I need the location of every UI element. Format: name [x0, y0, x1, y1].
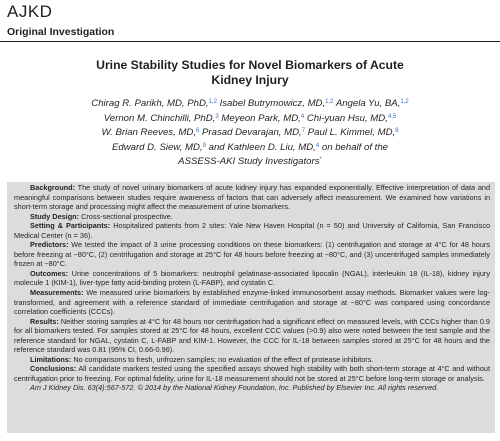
affiliation-marker[interactable]: 4 [315, 142, 320, 149]
abstract-label: Results: [30, 316, 59, 326]
author-name: Prasad Devarajan, MD, [202, 127, 302, 139]
affiliation-marker[interactable]: 4,5 [387, 113, 397, 120]
abstract-label: Measurements: [30, 288, 84, 298]
author-line [55, 96, 445, 111]
abstract-label: Study Design: [30, 211, 80, 221]
author-name: Meyeon Park, MD, [221, 112, 301, 124]
author-line [55, 140, 445, 155]
abstract-text: No comparisons to fresh, unfrozen samples; no evaluation of the effect of protease inhibitors. [73, 354, 374, 364]
author-name: on behalf of the [321, 141, 389, 153]
affiliation-marker[interactable]: 9 [202, 142, 206, 149]
abstract-label: Conclusions: [30, 364, 77, 374]
abstract-limitations [14, 355, 490, 365]
affiliation-marker[interactable]: 4 [300, 113, 305, 120]
author-name: Chi-yuan Hsu, MD, [306, 112, 388, 124]
affiliation-marker[interactable]: 1,2 [400, 99, 409, 105]
article-title [60, 58, 440, 88]
author-line [55, 125, 445, 140]
abstract [14, 183, 490, 393]
abstract-text: Hospitalized patients from 2 sites: Yale New Haven Hospital (n = 50) and University of California, San Francisco Medical Center (n = 36). [14, 221, 491, 240]
affiliation-marker[interactable]: 8 [395, 128, 399, 135]
author-line [55, 111, 445, 126]
abstract-background [14, 183, 490, 212]
article-title-line: Urine Stability Studies for Novel Biomarkers of Acute [96, 58, 404, 72]
header-divider [0, 41, 500, 42]
abstract-conclusions [14, 364, 490, 383]
affiliation-marker[interactable]: 1,2 [208, 99, 217, 105]
abstract-setting [14, 221, 490, 240]
abstract-text: Neither storing samples at 4°C for 48 hours nor centrifugation had a significant effect on measured levels, with CCCs higher than 0.9 for all biomarkers tested. For samples stored at 25°C for 48 hours, excellent CCC values (>0.9) also were noted between the test sample and the reference standard for NGAL, cystatin C, L-FABP and KIM-1. However, the CCC for IL-18 between samples stored at 25°C for 48 hours and the reference standard was 0.81 (95% CI, 0.66-0.96). [14, 316, 490, 355]
abstract-text: All candidate markers tested using the specified assays showed high stability with both short-term storage at 4°C and without centrifugation prior to freezing. For optimal fidelity, urine for IL-18 measurement should not be stored at 25°C before long-term storage or analysis. [14, 364, 490, 383]
abstract-label: Setting & Participants: [30, 221, 111, 231]
abstract-text: We tested the impact of 3 urine processing conditions on these biomarkers: (1) centrifugation and storage at 4°C for 48 hours before freezing at −80°C, (2) centrifugation and storage at 25°C for 48 hours before freezing at −80°C, and (3) uncentrifuged samples immediately frozen at −80°C. [14, 240, 490, 269]
affiliation-marker[interactable]: 7 [301, 128, 306, 135]
affiliation-marker[interactable]: 1,2 [325, 99, 334, 105]
author-name: Isabel Butrymowicz, MD, [219, 98, 326, 109]
journal-name: AJKD [7, 2, 53, 21]
abstract-predictors [14, 240, 490, 269]
abstract-text: The study of novel urinary biomarkers of acute kidney injury has expanded exponentially. Effective interpretation of data and meaningful comparisons between studies require awareness of factors that can adversely affect measurement. We examined how variations in short-term storage and processing might affect the measurement of urine biomarkers. [14, 183, 491, 212]
abstract-measurements [14, 288, 490, 317]
abstract-label: Predictors: [30, 240, 69, 250]
affiliation-marker[interactable]: 3 [215, 113, 219, 120]
author-name: Vernon M. Chinchilli, PhD, [103, 112, 216, 124]
abstract-label: Outcomes: [30, 268, 69, 278]
abstract-label: Background: [30, 183, 75, 192]
author-name: Angela Yu, BA, [335, 98, 401, 109]
author-name: Paul L. Kimmel, MD, [307, 127, 396, 139]
author-name: and Kathleen D. Liu, MD, [208, 141, 316, 153]
author-line [55, 154, 445, 169]
abstract-results [14, 317, 490, 355]
author-name: Chirag R. Parikh, MD, PhD, [91, 98, 209, 109]
abstract-text: We measured urine biomarkers by established enzyme-linked immunosorbent assay methods. Biomarker values were log-transformed, and agreement with a reference standard of immediate centrifugation and storage at −80°C was compared using concordance correlation coefficients (CCCs). [14, 288, 490, 317]
author-list [55, 96, 445, 169]
affiliation-marker[interactable]: * [319, 157, 322, 164]
affiliation-marker[interactable]: 6 [196, 128, 200, 135]
article-type-label: Original Investigation [7, 26, 115, 38]
article-title-line: Kidney Injury [211, 73, 289, 87]
abstract-label: Limitations: [30, 354, 72, 364]
abstract-citation: Am J Kidney Dis. 63(4):567-572. © 2014 by the National Kidney Foundation, Inc. Published by Elsevier Inc. All rights reserved. [30, 383, 439, 393]
author-name: Edward D. Siew, MD, [111, 141, 203, 153]
abstract-text: Cross-sectional prospective. [81, 211, 173, 221]
author-group: ASSESS-AKI Study Investigators [178, 156, 320, 168]
abstract-outcomes [14, 269, 490, 288]
abstract-text: Urine concentrations of 5 biomarkers: neutrophil gelatinase-associated lipocalin (NGAL), interleukin 18 (IL-18), kidney injury molecule 1 (KIM-1), liver-type fatty acid-binding protein (L-FABP), and cystatin C. [14, 268, 490, 288]
abstract-study-design [14, 212, 490, 222]
author-name: W. Brian Reeves, MD, [101, 127, 196, 139]
